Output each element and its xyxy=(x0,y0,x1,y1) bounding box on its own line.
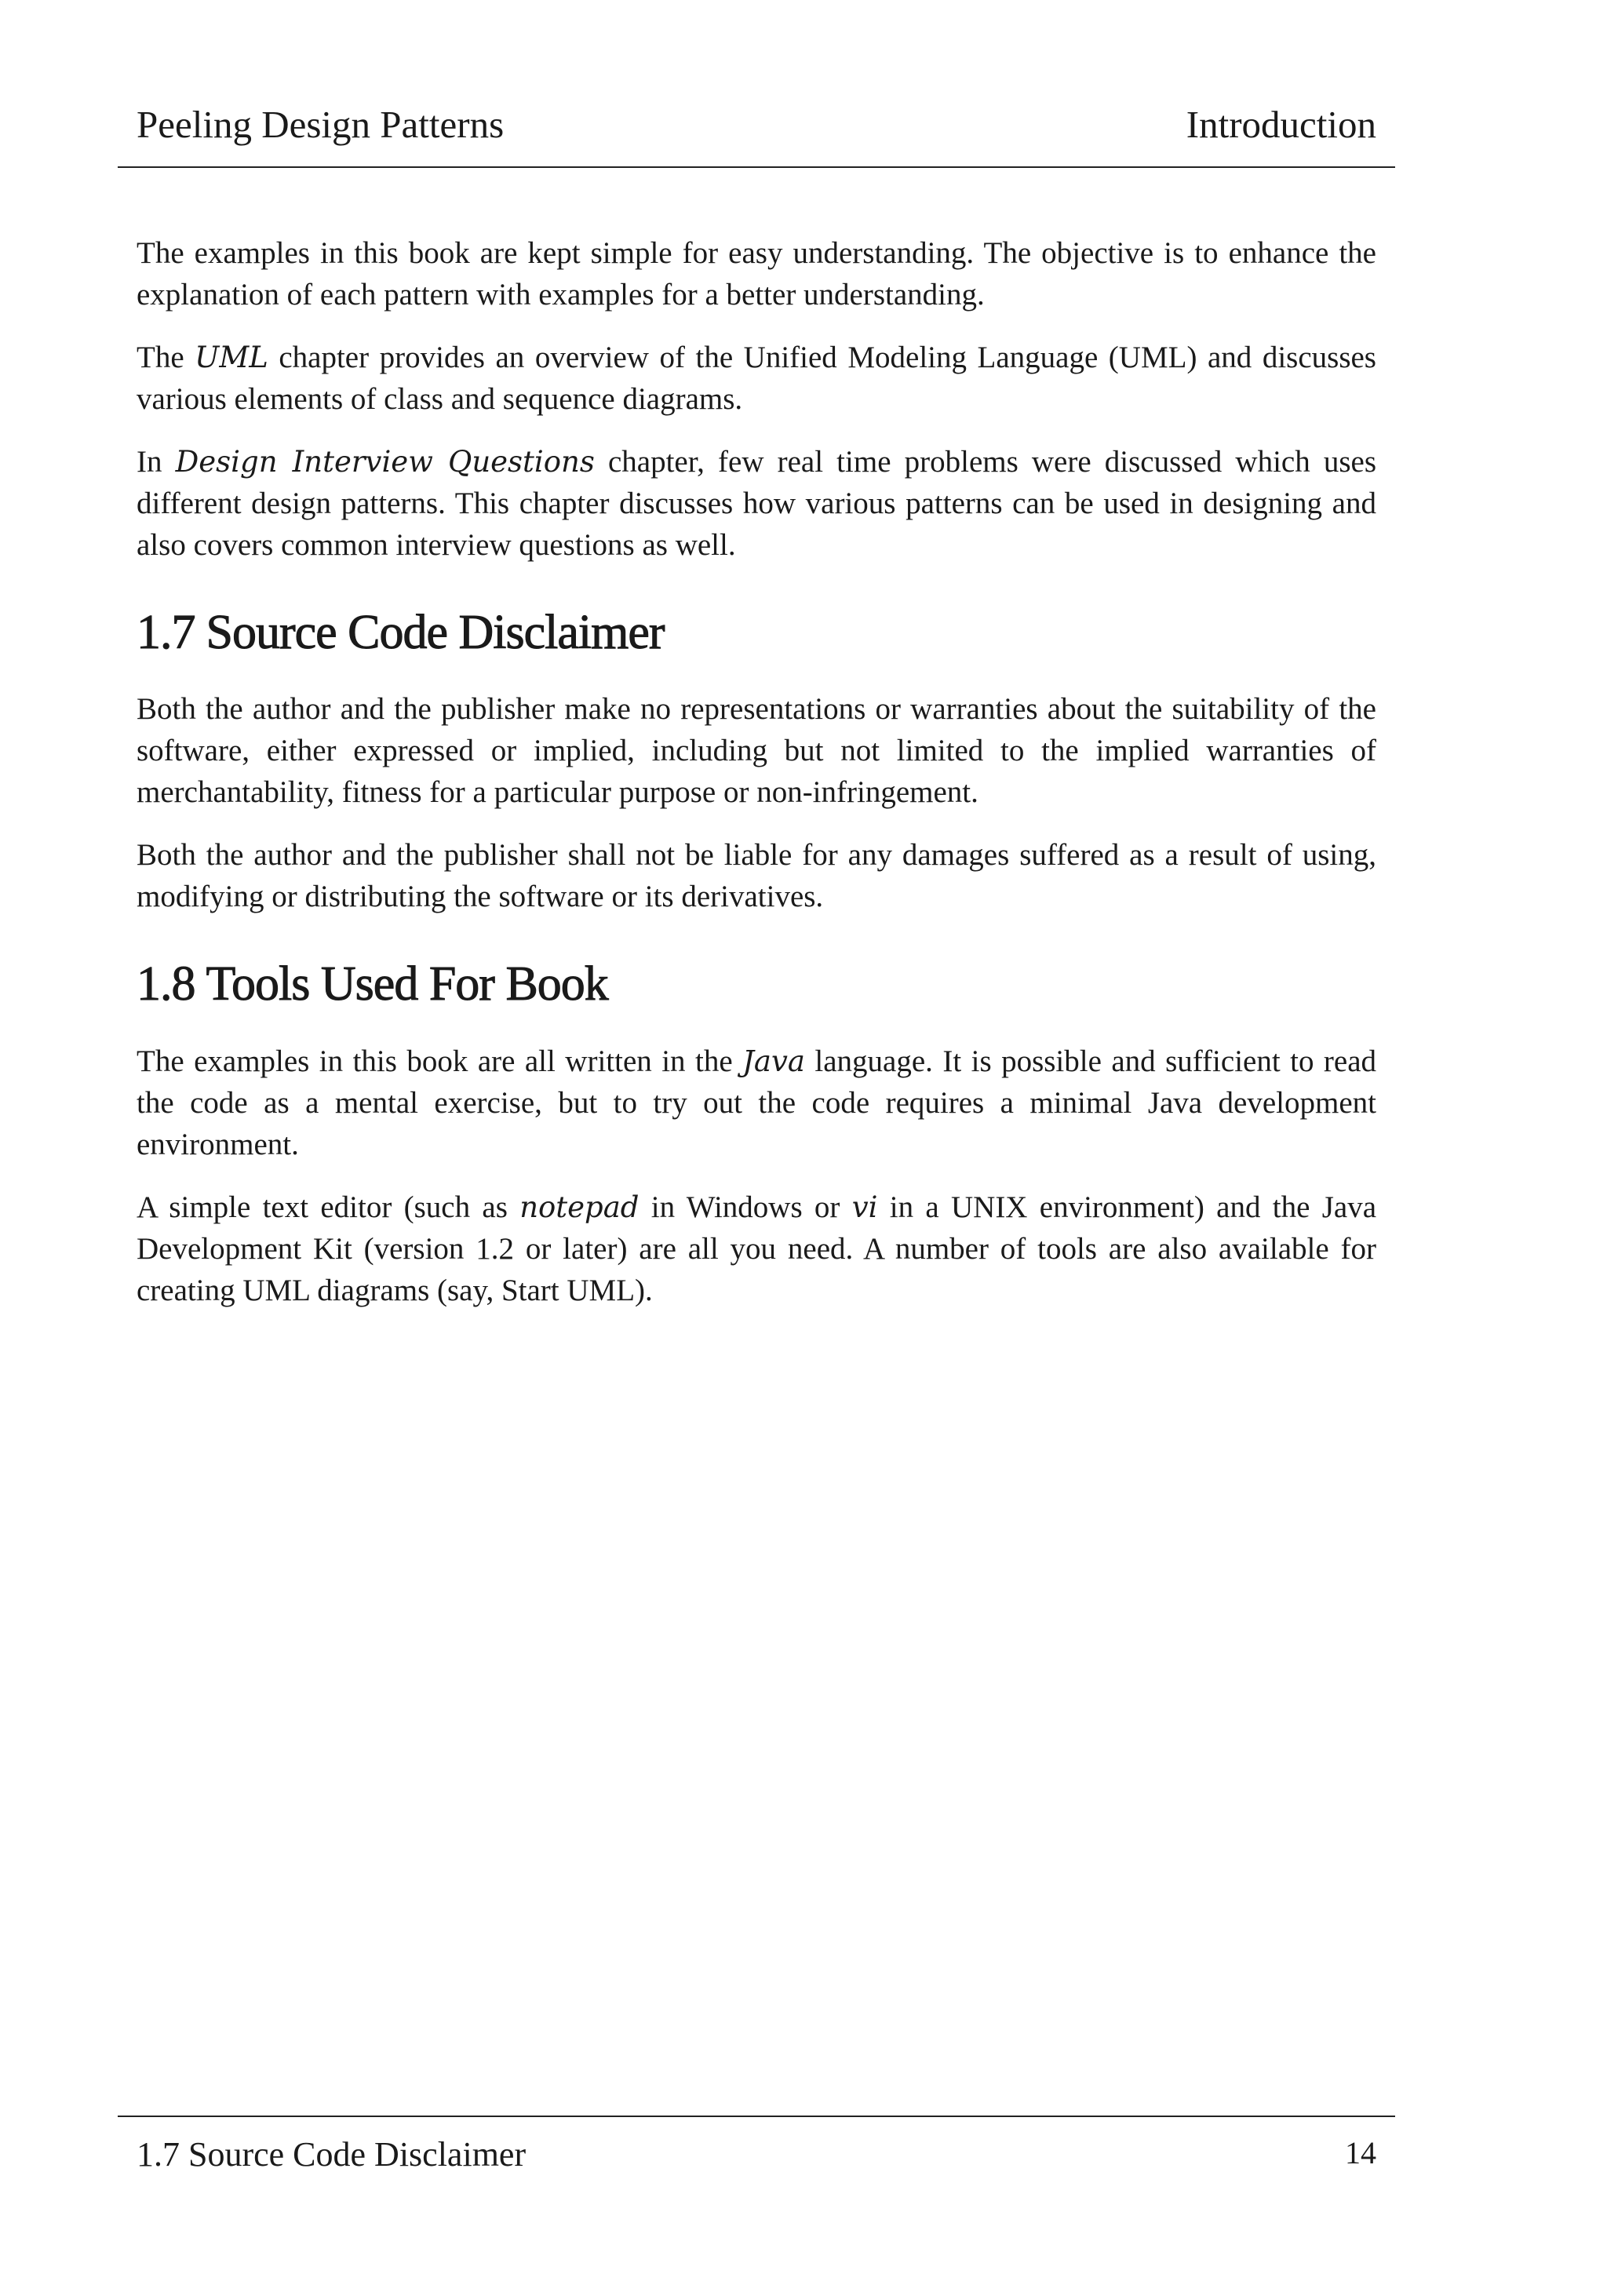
chapter-title: Introduction xyxy=(1186,103,1376,146)
page-number: 14 xyxy=(1345,2135,1376,2170)
disclaimer-paragraph-2: Both the author and the publisher shall not be liable for any damages suffered as a result of using, modifying or distributing the software or its derivatives. xyxy=(137,838,1376,914)
section-title: Tools Used For Book xyxy=(206,957,608,1011)
text-segment: The examples in this book are all written in the xyxy=(137,1044,743,1078)
emphasis-java: Java xyxy=(742,1044,805,1078)
text-segment: chapter provides an overview of the Unified Modeling Language (UML) and discusses various elements of class and sequence diagrams. xyxy=(137,341,1376,416)
tools-paragraph-1 xyxy=(137,1040,1376,1165)
intro-paragraph-1: The examples in this book are kept simple for easy understanding. The objective is to enhance the explanation of each pattern with examples for a better understanding. xyxy=(137,236,1376,312)
section-number: 1.8 xyxy=(137,957,195,1011)
section-title: Source Code Disclaimer xyxy=(206,606,665,659)
text-segment: in Windows or xyxy=(639,1190,852,1224)
intro-paragraph-2 xyxy=(137,337,1376,420)
text-segment: The xyxy=(137,341,195,374)
text-segment: In xyxy=(137,445,176,479)
emphasis-uml: UML xyxy=(195,341,268,374)
text-segment: language. It is possible and sufficient to read the code as a mental exercise, but to try out the code requires a minimal Java development environment. xyxy=(137,1044,1376,1161)
text-segment: in a UNIX environment) and the Java Development Kit (version 1.2 or later) are all you need. A number of tools are also available for creating UML diagrams (say, Start UML). xyxy=(137,1190,1377,1307)
tools-paragraph-2 xyxy=(137,1186,1376,1311)
page-header xyxy=(118,100,1395,168)
intro-paragraph-3 xyxy=(137,441,1376,566)
disclaimer-paragraph-1: Both the author and the publisher make no representations or warranties about the suitability of the software, either expressed or implied, including but not limited to the implied warranties of merchantability, fitness for a particular purpose or non-infringement. xyxy=(137,692,1376,810)
footer-section-label: 1.7 Source Code Disclaimer xyxy=(137,2135,527,2174)
emphasis-notepad: notepad xyxy=(519,1190,640,1224)
text-segment: A simple text editor (such as xyxy=(137,1190,520,1224)
section-heading-1-7 xyxy=(137,603,1376,661)
page-content xyxy=(137,232,1376,1332)
text-segment: chapter, few real time problems were discussed which uses different design patterns. This chapter discusses how various patterns can be used in designing and also covers common interview questions as well. xyxy=(137,445,1376,562)
section-heading-1-8 xyxy=(137,955,1376,1013)
section-number: 1.7 xyxy=(137,606,195,659)
page-footer xyxy=(118,2116,1395,2188)
emphasis-vi: vi xyxy=(851,1190,878,1224)
book-title: Peeling Design Patterns xyxy=(137,103,505,146)
emphasis-design-interview-questions: Design Interview Questions xyxy=(175,445,595,479)
